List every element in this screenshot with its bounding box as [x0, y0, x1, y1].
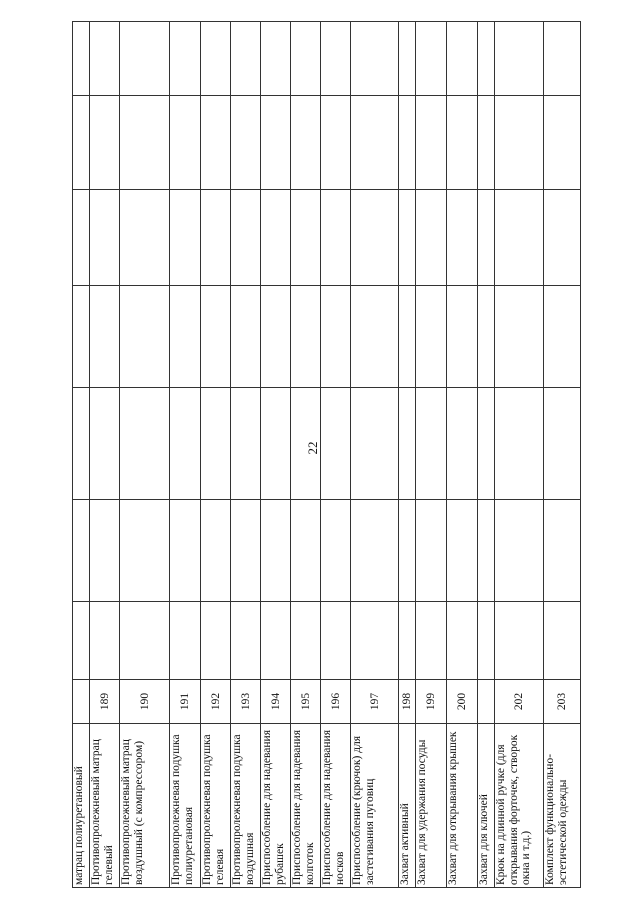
empty-cell: [291, 388, 321, 500]
empty-cell: [399, 22, 416, 96]
item-number: 191: [170, 680, 201, 724]
item-name: Приспособление для надевания рубашек: [261, 724, 291, 888]
empty-cell: [120, 96, 170, 190]
table-row: [321, 22, 351, 888]
empty-cell: [416, 286, 447, 388]
empty-cell: [291, 500, 321, 602]
empty-cell: [495, 22, 544, 96]
empty-cell: [291, 22, 321, 96]
empty-cell: [351, 190, 399, 286]
table-row: [447, 22, 478, 888]
empty-cell: [291, 190, 321, 286]
item-number: 199: [416, 680, 447, 724]
empty-cell: [416, 388, 447, 500]
empty-cell: [447, 602, 478, 680]
empty-cell: [201, 388, 231, 500]
table-row: [90, 22, 120, 888]
empty-cell: [201, 96, 231, 190]
empty-cell: [544, 286, 581, 388]
empty-cell: [201, 286, 231, 388]
empty-cell: [90, 96, 120, 190]
table-row: [261, 22, 291, 888]
empty-cell: [73, 22, 90, 96]
empty-cell: [201, 602, 231, 680]
table-row: [495, 22, 544, 888]
empty-cell: [73, 500, 90, 602]
item-number: 200: [447, 680, 478, 724]
empty-cell: [447, 500, 478, 602]
item-number: 189: [90, 680, 120, 724]
empty-cell: [90, 22, 120, 96]
empty-cell: [73, 602, 90, 680]
empty-cell: [261, 500, 291, 602]
empty-cell: [90, 190, 120, 286]
item-number: 192: [201, 680, 231, 724]
rotated-table-container: [72, 22, 580, 888]
item-name: Комплект функционально-эстетической одежды: [544, 724, 581, 888]
item-name: Противопролежневая подушка полиуретановая: [170, 724, 201, 888]
empty-cell: [120, 602, 170, 680]
empty-cell: [447, 286, 478, 388]
empty-cell: [291, 286, 321, 388]
item-name: Крюк на длинной ручке (для открывания форточек, створок окна и т.д.): [495, 724, 544, 888]
empty-cell: [231, 500, 261, 602]
empty-cell: [351, 388, 399, 500]
table-row: [170, 22, 201, 888]
empty-cell: [399, 96, 416, 190]
empty-cell: [447, 96, 478, 190]
empty-cell: [261, 388, 291, 500]
empty-cell: [120, 286, 170, 388]
empty-cell: [321, 286, 351, 388]
item-name: Захват активный: [399, 724, 416, 888]
empty-cell: [351, 286, 399, 388]
empty-cell: [170, 190, 201, 286]
empty-cell: [261, 286, 291, 388]
empty-cell: [170, 388, 201, 500]
empty-cell: [291, 96, 321, 190]
empty-cell: [495, 500, 544, 602]
empty-cell: [73, 388, 90, 500]
empty-cell: [399, 286, 416, 388]
empty-cell: [120, 190, 170, 286]
item-name: Противопролежневая подушка гелевая: [201, 724, 231, 888]
empty-cell: [170, 22, 201, 96]
empty-cell: [447, 190, 478, 286]
empty-cell: [321, 96, 351, 190]
empty-cell: [416, 602, 447, 680]
empty-cell: [231, 388, 261, 500]
empty-cell: [478, 286, 495, 388]
empty-cell: [416, 96, 447, 190]
empty-cell: [351, 602, 399, 680]
table-row: [120, 22, 170, 888]
item-name: Приспособление для надевания носков: [321, 724, 351, 888]
empty-cell: [231, 22, 261, 96]
empty-cell: [201, 190, 231, 286]
empty-cell: [416, 22, 447, 96]
table-row: [478, 22, 495, 888]
item-number: 202: [495, 680, 544, 724]
empty-cell: [261, 190, 291, 286]
empty-cell: [544, 96, 581, 190]
empty-cell: [399, 388, 416, 500]
empty-cell: [544, 388, 581, 500]
item-number: 196: [321, 680, 351, 724]
item-number: 193: [231, 680, 261, 724]
item-name: Противопролежневая подушка воздушная: [231, 724, 261, 888]
empty-cell: [261, 602, 291, 680]
table-row: [201, 22, 231, 888]
empty-cell: [170, 602, 201, 680]
empty-cell: [495, 602, 544, 680]
empty-cell: [73, 96, 90, 190]
empty-cell: [90, 602, 120, 680]
empty-cell: [90, 388, 120, 500]
empty-cell: [231, 190, 261, 286]
item-name: Захват для открывания крышек: [447, 724, 478, 888]
empty-cell: [495, 388, 544, 500]
empty-cell: [478, 388, 495, 500]
page-number: 22: [305, 441, 320, 455]
item-number: [73, 680, 90, 724]
item-number: 198: [399, 680, 416, 724]
item-number: 197: [351, 680, 399, 724]
equipment-table: [72, 21, 581, 888]
empty-cell: [261, 22, 291, 96]
empty-cell: [478, 190, 495, 286]
empty-cell: [120, 22, 170, 96]
item-name: Захват для удержания посуды: [416, 724, 447, 888]
empty-cell: [544, 602, 581, 680]
empty-cell: [447, 388, 478, 500]
item-number: 195: [291, 680, 321, 724]
empty-cell: [495, 96, 544, 190]
empty-cell: [120, 388, 170, 500]
empty-cell: [321, 602, 351, 680]
item-name: матрац полиуретановый: [73, 724, 90, 888]
empty-cell: [170, 500, 201, 602]
table-row: [73, 22, 90, 888]
empty-cell: [478, 500, 495, 602]
item-name: Приспособление (крючок) для застегивания пуговиц: [351, 724, 399, 888]
empty-cell: [231, 96, 261, 190]
empty-cell: [447, 22, 478, 96]
empty-cell: [478, 602, 495, 680]
empty-cell: [351, 22, 399, 96]
empty-cell: [170, 286, 201, 388]
empty-cell: [351, 500, 399, 602]
empty-cell: [321, 500, 351, 602]
empty-cell: [120, 500, 170, 602]
empty-cell: [544, 22, 581, 96]
empty-cell: [261, 96, 291, 190]
table-row: [416, 22, 447, 888]
empty-cell: [544, 190, 581, 286]
empty-cell: [495, 286, 544, 388]
empty-cell: [495, 190, 544, 286]
empty-cell: [231, 286, 261, 388]
empty-cell: [231, 602, 261, 680]
empty-cell: [321, 190, 351, 286]
table-row: [351, 22, 399, 888]
empty-cell: [399, 602, 416, 680]
empty-cell: [291, 602, 321, 680]
item-number: [478, 680, 495, 724]
empty-cell: [201, 22, 231, 96]
empty-cell: [544, 500, 581, 602]
empty-cell: [416, 190, 447, 286]
table-row: [231, 22, 261, 888]
empty-cell: [73, 190, 90, 286]
table-row: [544, 22, 581, 888]
empty-cell: [478, 22, 495, 96]
empty-cell: [351, 96, 399, 190]
item-name: Противопролежневый матрац воздушный (с компрессором): [120, 724, 170, 888]
empty-cell: [478, 96, 495, 190]
item-name: Приспособление для надевания колготок: [291, 724, 321, 888]
item-number: 203: [544, 680, 581, 724]
empty-cell: [321, 22, 351, 96]
item-name: Захват для ключей: [478, 724, 495, 888]
table-row: [291, 22, 321, 888]
empty-cell: [321, 388, 351, 500]
item-number: 190: [120, 680, 170, 724]
empty-cell: [399, 190, 416, 286]
item-name: Противопролежневый матрац гелевый: [90, 724, 120, 888]
empty-cell: [170, 96, 201, 190]
item-number: 194: [261, 680, 291, 724]
empty-cell: [90, 500, 120, 602]
empty-cell: [399, 500, 416, 602]
table-row: [399, 22, 416, 888]
empty-cell: [416, 500, 447, 602]
empty-cell: [90, 286, 120, 388]
empty-cell: [201, 500, 231, 602]
empty-cell: [73, 286, 90, 388]
